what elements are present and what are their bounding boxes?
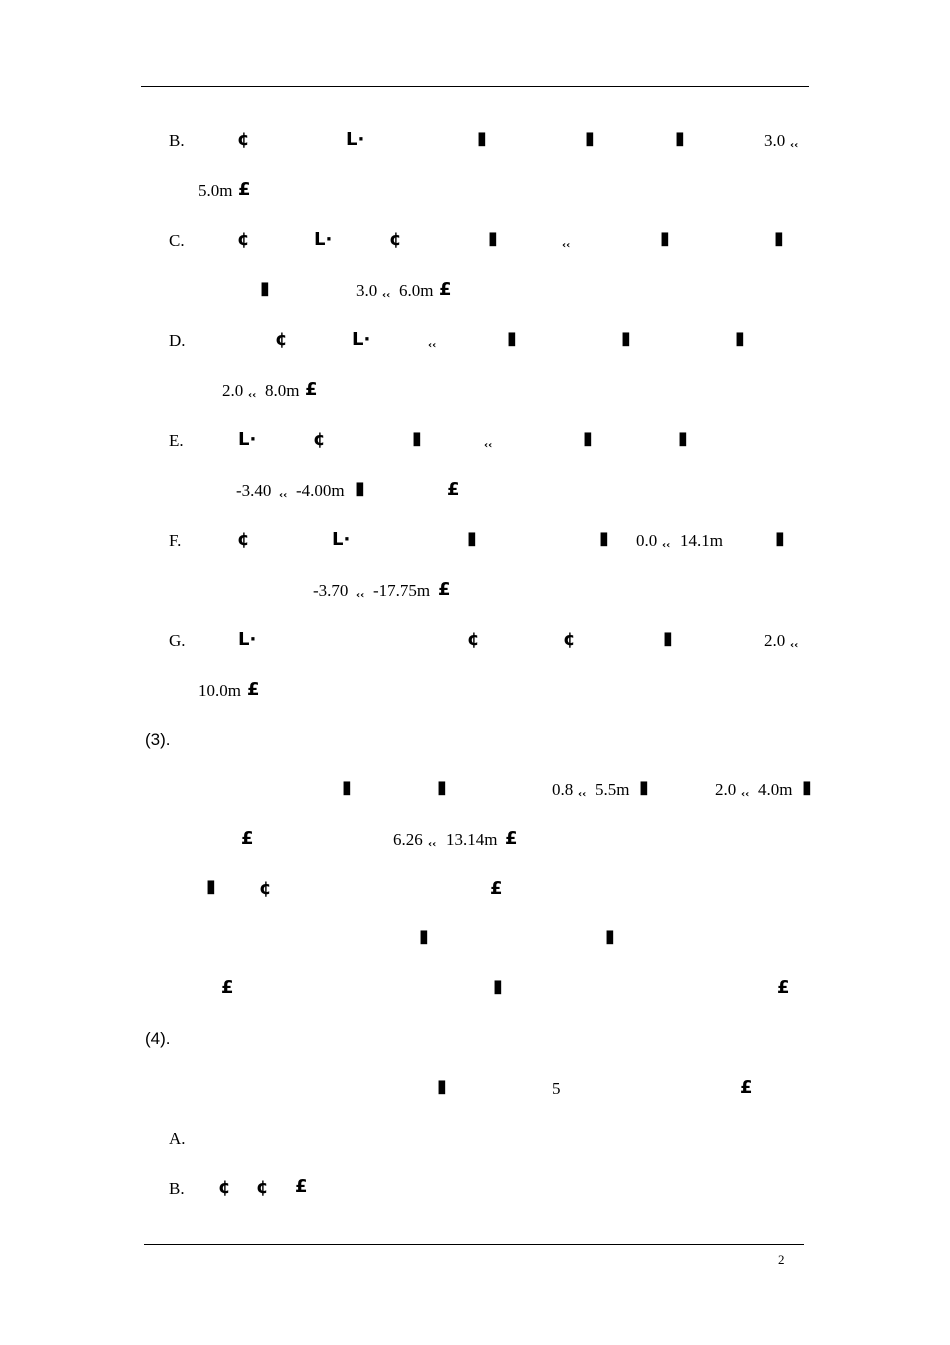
bar-glyph: ▮: [663, 628, 673, 649]
bar-glyph: ▮: [583, 428, 593, 449]
pound-glyph: £: [740, 1077, 753, 1098]
bar-glyph: ▮: [437, 1076, 447, 1097]
bar-glyph: ▮: [206, 876, 216, 897]
bar-glyph: ▮: [775, 528, 785, 549]
item-b-value-2: 5.0m: [198, 181, 233, 200]
section-3-value-5: 6.26: [393, 830, 423, 849]
cent-glyph: ¢: [313, 429, 326, 450]
range-arrows: ‹‹: [578, 789, 587, 800]
range-arrows: ‹‹: [279, 490, 288, 501]
bar-glyph: ▮: [260, 278, 270, 299]
bar-glyph: ▮: [678, 428, 688, 449]
range-arrows: ‹‹: [790, 140, 799, 151]
range-arrows: ‹‹: [248, 390, 257, 401]
pound-glyph: £: [505, 828, 518, 849]
cent-glyph: ¢: [237, 229, 250, 250]
bar-glyph: ▮: [342, 777, 352, 798]
item-e-value-1: -3.40: [236, 481, 272, 500]
bar-glyph: ▮: [660, 228, 670, 249]
bar-glyph: ▮: [488, 228, 498, 249]
pound-glyph: £: [305, 379, 318, 400]
l-glyph: L·: [352, 329, 371, 350]
section-4-heading: (4).: [145, 1029, 171, 1048]
pound-glyph: £: [777, 977, 790, 998]
item-b-value-1: 3.0: [764, 131, 786, 150]
pound-glyph: £: [295, 1176, 308, 1197]
range-arrows: ‹‹: [382, 290, 391, 301]
section-4-number: 5: [552, 1079, 561, 1098]
section-3-value-6: 13.14m: [446, 830, 498, 849]
bar-glyph: ▮: [675, 128, 685, 149]
pound-glyph: £: [447, 479, 460, 500]
item-f-value-3: -3.70: [313, 581, 349, 600]
section-3-value-1: 0.8: [552, 780, 574, 799]
bar-glyph: ▮: [735, 328, 745, 349]
l-glyph: L·: [238, 629, 257, 650]
range-arrows: ‹‹: [790, 640, 799, 651]
section-4-option-a: A.: [169, 1129, 186, 1148]
pound-glyph: £: [247, 679, 260, 700]
range-arrows: ‹‹: [356, 590, 365, 601]
cent-glyph: ¢: [259, 878, 272, 899]
item-c-value-2: 6.0m: [399, 281, 434, 300]
bar-glyph: ▮: [802, 777, 812, 798]
l-glyph: L·: [346, 129, 365, 150]
pound-glyph: £: [238, 179, 251, 200]
cent-glyph: ¢: [256, 1177, 269, 1198]
page-number: 2: [778, 1252, 785, 1267]
bar-glyph: ▮: [774, 228, 784, 249]
cent-glyph: ¢: [237, 129, 250, 150]
bar-glyph: ▮: [477, 128, 487, 149]
cent-glyph: ¢: [467, 629, 480, 650]
section-3-value-3: 2.0: [715, 780, 737, 799]
item-g-label: G.: [169, 631, 186, 650]
section-3-value-4: 4.0m: [758, 780, 793, 799]
header-rule: [141, 86, 809, 87]
bar-glyph: ▮: [493, 976, 503, 997]
l-glyph: L·: [332, 529, 351, 550]
item-g-value-1: 2.0: [764, 631, 786, 650]
cent-glyph: ¢: [563, 629, 576, 650]
bar-glyph: ▮: [605, 926, 615, 947]
range-arrows: ‹‹: [484, 440, 493, 451]
bar-glyph: ▮: [419, 926, 429, 947]
bar-glyph: ▮: [585, 128, 595, 149]
bar-glyph: ▮: [467, 528, 477, 549]
bar-glyph: ▮: [355, 478, 365, 499]
item-d-value-2: 8.0m: [265, 381, 300, 400]
bar-glyph: ▮: [639, 777, 649, 798]
cent-glyph: ¢: [218, 1177, 231, 1198]
item-f-label: F.: [169, 531, 182, 550]
bar-glyph: ▮: [412, 428, 422, 449]
range-arrows: ‹‹: [562, 240, 571, 251]
item-c-label: C.: [169, 231, 185, 250]
item-e-label: E.: [169, 431, 184, 450]
cent-glyph: ¢: [237, 529, 250, 550]
pound-glyph: £: [439, 279, 452, 300]
item-d-value-1: 2.0: [222, 381, 244, 400]
range-arrows: ‹‹: [428, 839, 437, 850]
bar-glyph: ▮: [599, 528, 609, 549]
item-g-value-2: 10.0m: [198, 681, 241, 700]
footer-rule: [144, 1244, 804, 1245]
range-arrows: ‹‹: [428, 340, 437, 351]
section-3-heading: (3).: [145, 730, 171, 749]
pound-glyph: £: [241, 828, 254, 849]
l-glyph: L·: [238, 429, 257, 450]
item-c-value-1: 3.0: [356, 281, 378, 300]
section-4-option-b: B.: [169, 1179, 185, 1198]
range-arrows: ‹‹: [741, 789, 750, 800]
item-e-value-2: -4.00m: [296, 481, 345, 500]
item-d-label: D.: [169, 331, 186, 350]
pound-glyph: £: [438, 579, 451, 600]
range-arrows: ‹‹: [662, 540, 671, 551]
bar-glyph: ▮: [507, 328, 517, 349]
pound-glyph: £: [221, 977, 234, 998]
bar-glyph: ▮: [437, 777, 447, 798]
pound-glyph: £: [490, 878, 503, 899]
item-f-value-2: 14.1m: [680, 531, 723, 550]
cent-glyph: ¢: [389, 229, 402, 250]
item-f-value-1: 0.0: [636, 531, 658, 550]
bar-glyph: ▮: [621, 328, 631, 349]
section-3-value-2: 5.5m: [595, 780, 630, 799]
l-glyph: L·: [314, 229, 333, 250]
item-b-label: B.: [169, 131, 185, 150]
item-f-value-4: -17.75m: [373, 581, 431, 600]
cent-glyph: ¢: [275, 329, 288, 350]
